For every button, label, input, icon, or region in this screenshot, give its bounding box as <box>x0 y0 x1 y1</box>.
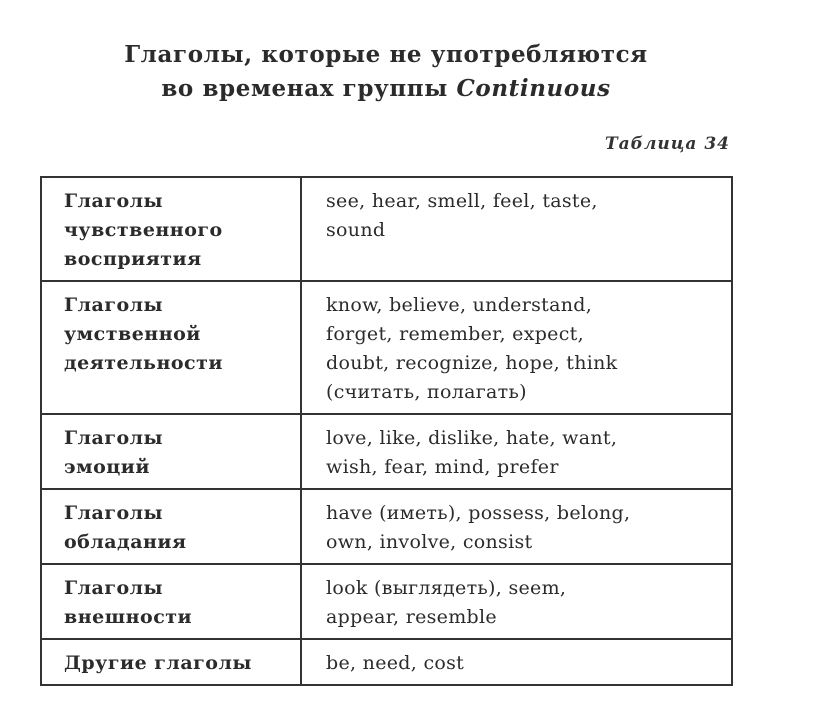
examples-line: own, involve, consist <box>326 531 533 553</box>
examples-cell <box>301 281 732 414</box>
category-line: Другие глаголы <box>64 652 252 674</box>
category-cell <box>41 177 301 281</box>
table-row <box>41 177 732 281</box>
category-line: чувственного <box>64 219 223 241</box>
examples-cell <box>301 639 732 685</box>
examples-line: (считать, полагать) <box>326 381 527 403</box>
examples-line: sound <box>326 219 386 241</box>
category-line: восприятия <box>64 248 202 270</box>
category-cell <box>41 639 301 685</box>
examples-line: be, need, cost <box>326 652 465 674</box>
table-number-label: Таблица 34 <box>605 134 730 154</box>
page-title <box>0 38 772 106</box>
examples-line: appear, resemble <box>326 606 497 628</box>
category-cell <box>41 414 301 489</box>
title-line-2-text: во временах группы <box>161 75 457 102</box>
examples-line: see, hear, smell, feel, taste, <box>326 190 598 212</box>
table-row <box>41 414 732 489</box>
category-line: обладания <box>64 531 187 553</box>
category-cell <box>41 564 301 639</box>
table-row <box>41 281 732 414</box>
category-line: деятельности <box>64 352 223 374</box>
title-line-2 <box>0 72 772 106</box>
category-line: Глаголы <box>64 294 164 316</box>
examples-line: doubt, recognize, hope, think <box>326 352 618 374</box>
title-line-1: Глаголы, которые не употребляются <box>124 41 648 68</box>
category-line: Глаголы <box>64 190 164 212</box>
examples-line: love, like, dislike, hate, want, <box>326 427 618 449</box>
verbs-table <box>40 176 733 686</box>
category-line: умственной <box>64 323 201 345</box>
examples-cell <box>301 177 732 281</box>
examples-line: know, believe, understand, <box>326 294 593 316</box>
table-row <box>41 639 732 685</box>
category-line: эмоций <box>64 456 150 478</box>
category-line: Глаголы <box>64 502 164 524</box>
table-row <box>41 564 732 639</box>
examples-line: wish, fear, mind, prefer <box>326 456 559 478</box>
examples-line: have (иметь), possess, belong, <box>326 502 631 524</box>
examples-cell <box>301 489 732 564</box>
category-line: внешности <box>64 606 193 628</box>
examples-cell <box>301 564 732 639</box>
examples-cell <box>301 414 732 489</box>
title-line-2-italic: Continuous <box>456 75 611 102</box>
table-row <box>41 489 732 564</box>
category-cell <box>41 281 301 414</box>
category-line: Глаголы <box>64 577 164 599</box>
category-line: Глаголы <box>64 427 164 449</box>
examples-line: look (выглядеть), seem, <box>326 577 567 599</box>
examples-line: forget, remember, expect, <box>326 323 584 345</box>
category-cell <box>41 489 301 564</box>
